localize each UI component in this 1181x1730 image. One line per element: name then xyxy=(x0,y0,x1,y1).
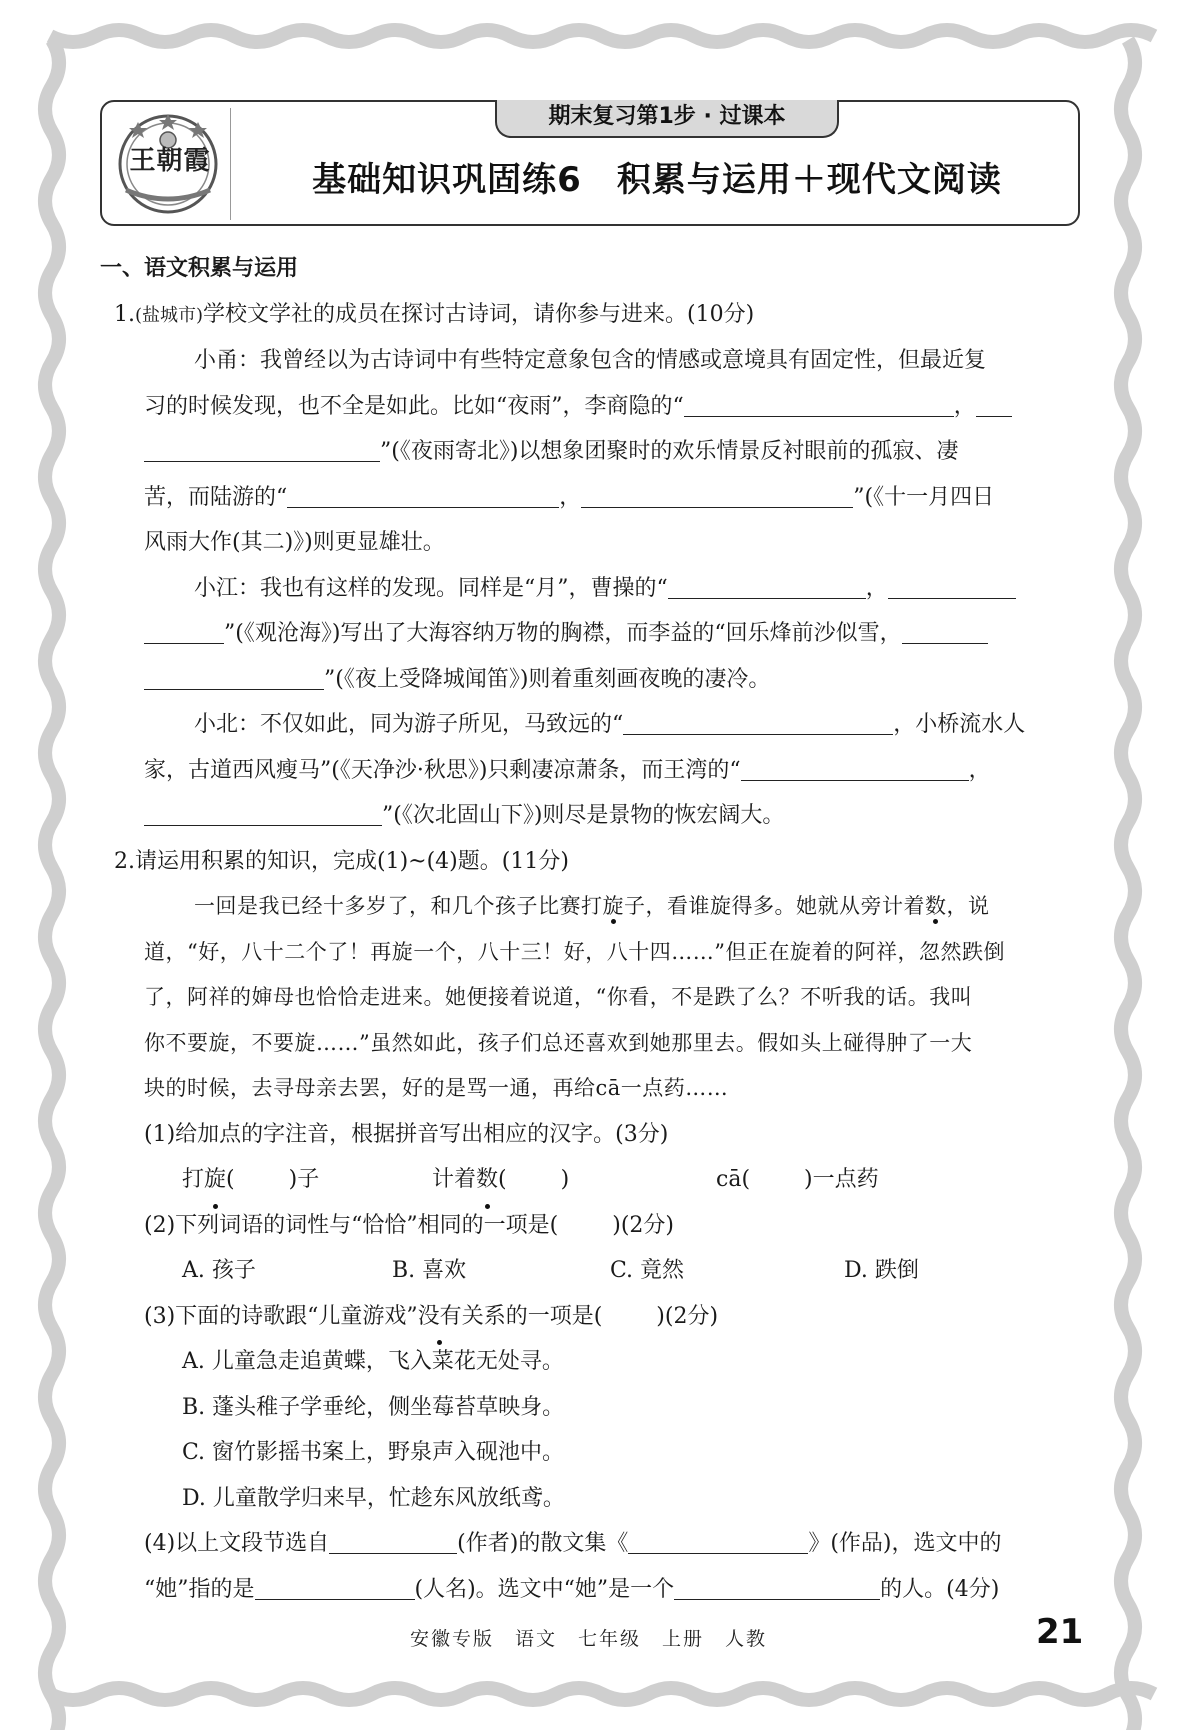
answer-blank[interactable] xyxy=(144,663,324,690)
step-tab: 期末复习第1步 · 过课本 xyxy=(495,100,839,138)
page-title: 基础知识巩固练6 积累与运用＋现代文阅读 xyxy=(312,160,1002,200)
option[interactable]: B. 喜欢 xyxy=(392,1258,467,1283)
answer-blank[interactable] xyxy=(255,1573,415,1600)
passage-line: 了，阿祥的婶母也恰恰走进来。她便接着说道，“你看，不是跌了么？不听我的话。我叫 xyxy=(144,985,973,1009)
option[interactable]: B. 蓬头稚子学垂纶，侧坐莓苔草映身。 xyxy=(182,1394,565,1420)
sub-question-3: (3)下面的诗歌跟“儿童游戏”没有关系的一项是( )(2分) xyxy=(100,1294,1085,1340)
section-heading: 一、语文积累与运用 xyxy=(100,256,299,281)
answer-blank[interactable] xyxy=(902,617,988,644)
sub-question-1: (1)给加点的字注音，根据拼音写出相应的汉字。(3分) xyxy=(144,1121,669,1147)
dialog-line: 苦，而陆游的“ ， ”(《十一月四日 xyxy=(100,475,1085,521)
option[interactable]: A. 儿童急走追黄蝶，飞入菜花无处寻。 xyxy=(182,1349,564,1374)
dialog-line: ”(《观沧海》)写出了大海容纳万物的胸襟，而李益的“回乐烽前沙似雪， xyxy=(100,611,1085,657)
answer-blank[interactable] xyxy=(329,1527,457,1554)
header-divider xyxy=(230,108,231,220)
answer-blank[interactable] xyxy=(581,481,853,508)
option[interactable]: D. 跌倒 xyxy=(844,1258,919,1283)
question-source: (盐城市) xyxy=(135,304,204,326)
passage-line: 块的时候，去寻母亲去罢，好的是骂一通，再给cā一点药…… xyxy=(144,1076,729,1100)
dialog-line: 习的时候发现，也不全是如此。比如“夜雨”，李商隐的“ ， xyxy=(100,384,1085,430)
dialog-line: 风雨大作(其二)》)则更显雄壮。 xyxy=(144,530,445,555)
sub-question-2: (2)下列词语的词性与“恰恰”相同的一项是( )(2分) xyxy=(144,1212,674,1238)
question-1-stem xyxy=(100,292,1085,339)
sub-question-4: (4)以上文段节选自 (作者)的散文集《 》(作品)，选文中的 xyxy=(100,1521,1085,1567)
dialog-line: 家，古道西风瘦马”(《天净沙·秋思》)只剩凄凉萧条，而王湾的“ ， xyxy=(100,748,1085,794)
dialog-line: 小江：我也有这样的发现。同样是“月”，曹操的“ ， xyxy=(100,566,1085,612)
dialog-line: ”(《夜上受降城闻笛》)则着重刻画夜晚的凄冷。 xyxy=(100,657,1085,703)
worksheet-content xyxy=(100,246,1085,1612)
option[interactable]: A. 孩子 xyxy=(182,1258,256,1283)
answer-blank[interactable] xyxy=(684,390,954,417)
answer-blank[interactable] xyxy=(888,572,1016,599)
dialog-line: 小北：不仅如此，同为游子所见，马致远的“ ，小桥流水人 xyxy=(100,702,1085,748)
question-2-stem: 2.请运用积累的知识，完成(1)~(4)题。(11分) xyxy=(114,848,569,874)
page-number: 21 xyxy=(1036,1612,1084,1652)
passage-line: 道，“好，八十二个了！再旋一个，八十三！好，八十四……”但正在旋着的阿祥，忽然跌倒 xyxy=(144,939,1005,964)
passage-line: 你不要旋，不要旋……”虽然如此，孩子们总还喜欢到她那里去。假如头上碰得肿了一大 xyxy=(144,1030,973,1055)
answer-blank[interactable] xyxy=(976,390,1012,417)
dialog-line: 小甬：我曾经以为古诗词中有些特定意象包含的情感或意境具有固定性，但最近复 xyxy=(194,348,987,373)
option[interactable]: C. 竟然 xyxy=(610,1258,685,1283)
answer-blank[interactable] xyxy=(144,617,224,644)
question-number: 1. xyxy=(114,301,135,327)
answer-blank[interactable] xyxy=(741,754,969,781)
logo-text: 王朝霞 xyxy=(129,146,211,176)
dialog-line: ”(《次北固山下》)则尽是景物的恢宏阔大。 xyxy=(100,793,1085,839)
sub-question-4-cont: “她”指的是 (人名)。选文中“她”是一个 的人。(4分) xyxy=(100,1567,1085,1613)
answer-blank[interactable] xyxy=(144,799,382,826)
answer-blank[interactable] xyxy=(144,435,380,462)
answer-blank[interactable] xyxy=(287,481,559,508)
sub-question-2-options xyxy=(100,1248,1085,1294)
answer-blank[interactable] xyxy=(623,708,893,735)
answer-blank[interactable] xyxy=(668,572,866,599)
sub-question-1-items: 打旋( )子 计着数( ) cā( )一点药 xyxy=(100,1157,1085,1203)
option[interactable]: C. 窗竹影摇书案上，野泉声入砚池中。 xyxy=(182,1440,565,1465)
header-box xyxy=(100,100,1080,226)
dialog-line: ”(《夜雨寄北》)以想象团聚时的欢乐情景反衬眼前的孤寂、凄 xyxy=(100,429,1085,475)
answer-blank[interactable] xyxy=(628,1527,808,1554)
option[interactable]: D. 儿童散学归来早，忙趁东风放纸鸢。 xyxy=(182,1485,565,1511)
reading-passage xyxy=(100,884,1085,1112)
question-text: 学校文学社的成员在探讨古诗词，请你参与进来。(10分) xyxy=(203,301,755,327)
footer-edition: 安徽专版 语文 七年级 上册 人教 xyxy=(410,1628,768,1650)
answer-blank[interactable] xyxy=(674,1573,880,1600)
passage-line: 一回是我已经十多岁了，和几个孩子比赛打旋子，看谁旋得多。她就从旁计着数，说 xyxy=(194,894,990,918)
